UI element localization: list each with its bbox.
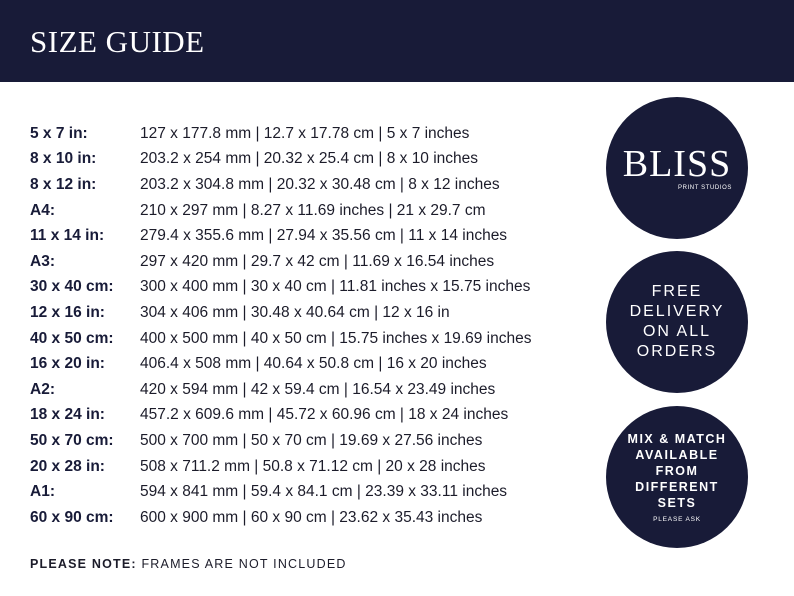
badge-line: SETS bbox=[657, 496, 697, 510]
badge-line: FREE bbox=[651, 283, 703, 300]
size-label: 8 x 10 in: bbox=[30, 150, 97, 168]
list-item bbox=[30, 351, 590, 377]
list-item bbox=[30, 147, 590, 173]
badge-line: AVAILABLE bbox=[635, 448, 719, 462]
size-label: 20 x 28 in: bbox=[30, 457, 105, 475]
size-label: 30 x 40 cm: bbox=[30, 278, 114, 296]
header-banner bbox=[0, 0, 794, 82]
list-item bbox=[30, 300, 590, 326]
note-text: FRAMES ARE NOT INCLUDED bbox=[141, 557, 347, 571]
free-delivery-badge bbox=[606, 251, 748, 393]
badge-line: ORDERS bbox=[636, 343, 718, 360]
brand-name: BLISS bbox=[622, 143, 732, 185]
list-item bbox=[30, 403, 590, 429]
size-list bbox=[30, 121, 590, 531]
size-dimensions: 300 x 400 mm | 30 x 40 cm | 11.81 inches x 15.75 inches bbox=[140, 278, 531, 296]
list-item bbox=[30, 326, 590, 352]
size-dimensions: 600 x 900 mm | 60 x 90 cm | 23.62 x 35.43 inches bbox=[140, 508, 483, 526]
size-dimensions: 594 x 841 mm | 59.4 x 84.1 cm | 23.39 x 33.11 inches bbox=[140, 483, 508, 501]
size-dimensions: 420 x 594 mm | 42 x 59.4 cm | 16.54 x 23.49 inches bbox=[140, 380, 496, 398]
size-label: 60 x 90 cm: bbox=[30, 508, 114, 526]
size-dimensions: 400 x 500 mm | 40 x 50 cm | 15.75 inches x 19.69 inches bbox=[140, 329, 532, 347]
mix-match-badge bbox=[606, 406, 748, 548]
brand-tagline: PRINT STUDIOS bbox=[677, 185, 732, 191]
size-label: 18 x 24 in: bbox=[30, 406, 105, 424]
size-dimensions: 279.4 x 355.6 mm | 27.94 x 35.56 cm | 11 x 14 inches bbox=[140, 227, 508, 245]
list-item bbox=[30, 249, 590, 275]
brand-logo-badge bbox=[606, 97, 748, 239]
list-item bbox=[30, 275, 590, 301]
size-dimensions: 304 x 406 mm | 30.48 x 40.64 cm | 12 x 16 in bbox=[140, 303, 450, 321]
badge-line: MIX & MATCH bbox=[627, 432, 727, 446]
size-dimensions: 406.4 x 508 mm | 40.64 x 50.8 cm | 16 x 20 inches bbox=[140, 355, 487, 373]
size-dimensions: 457.2 x 609.6 mm | 45.72 x 60.96 cm | 18 x 24 inches bbox=[140, 406, 509, 424]
badge-line: ON ALL bbox=[642, 323, 712, 340]
list-item bbox=[30, 428, 590, 454]
page-title: SIZE GUIDE bbox=[30, 24, 205, 59]
size-label: A1: bbox=[30, 483, 55, 501]
badge-line: DELIVERY bbox=[629, 303, 725, 320]
note-prefix: PLEASE NOTE: bbox=[30, 557, 137, 571]
size-label: 50 x 70 cm: bbox=[30, 431, 114, 449]
list-item bbox=[30, 377, 590, 403]
size-label: A2: bbox=[30, 380, 55, 398]
list-item bbox=[30, 223, 590, 249]
frames-note bbox=[30, 557, 347, 571]
badge-footnote: PLEASE ASK bbox=[653, 516, 701, 523]
size-label: A4: bbox=[30, 201, 55, 219]
size-label: 11 x 14 in: bbox=[30, 227, 105, 245]
size-label: 12 x 16 in: bbox=[30, 303, 105, 321]
size-dimensions: 203.2 x 304.8 mm | 20.32 x 30.48 cm | 8 x 12 inches bbox=[140, 175, 500, 193]
size-dimensions: 508 x 711.2 mm | 50.8 x 71.12 cm | 20 x 28 inches bbox=[140, 457, 486, 475]
size-dimensions: 500 x 700 mm | 50 x 70 cm | 19.69 x 27.56 inches bbox=[140, 431, 483, 449]
size-dimensions: 203.2 x 254 mm | 20.32 x 25.4 cm | 8 x 10 inches bbox=[140, 150, 479, 168]
size-dimensions: 297 x 420 mm | 29.7 x 42 cm | 11.69 x 16.54 inches bbox=[140, 252, 495, 270]
size-label: 40 x 50 cm: bbox=[30, 329, 114, 347]
size-label: 16 x 20 in: bbox=[30, 355, 105, 373]
list-item bbox=[30, 198, 590, 224]
list-item bbox=[30, 172, 590, 198]
list-item bbox=[30, 454, 590, 480]
list-item bbox=[30, 505, 590, 531]
size-label: A3: bbox=[30, 252, 55, 270]
badge-line: DIFFERENT bbox=[635, 480, 719, 494]
badge-line: FROM bbox=[655, 464, 699, 478]
list-item bbox=[30, 479, 590, 505]
size-label: 8 x 12 in: bbox=[30, 175, 97, 193]
size-dimensions: 210 x 297 mm | 8.27 x 11.69 inches | 21 x 29.7 cm bbox=[140, 201, 486, 219]
size-label: 5 x 7 in: bbox=[30, 124, 88, 142]
size-dimensions: 127 x 177.8 mm | 12.7 x 17.78 cm | 5 x 7 inches bbox=[140, 124, 470, 142]
list-item bbox=[30, 121, 590, 147]
